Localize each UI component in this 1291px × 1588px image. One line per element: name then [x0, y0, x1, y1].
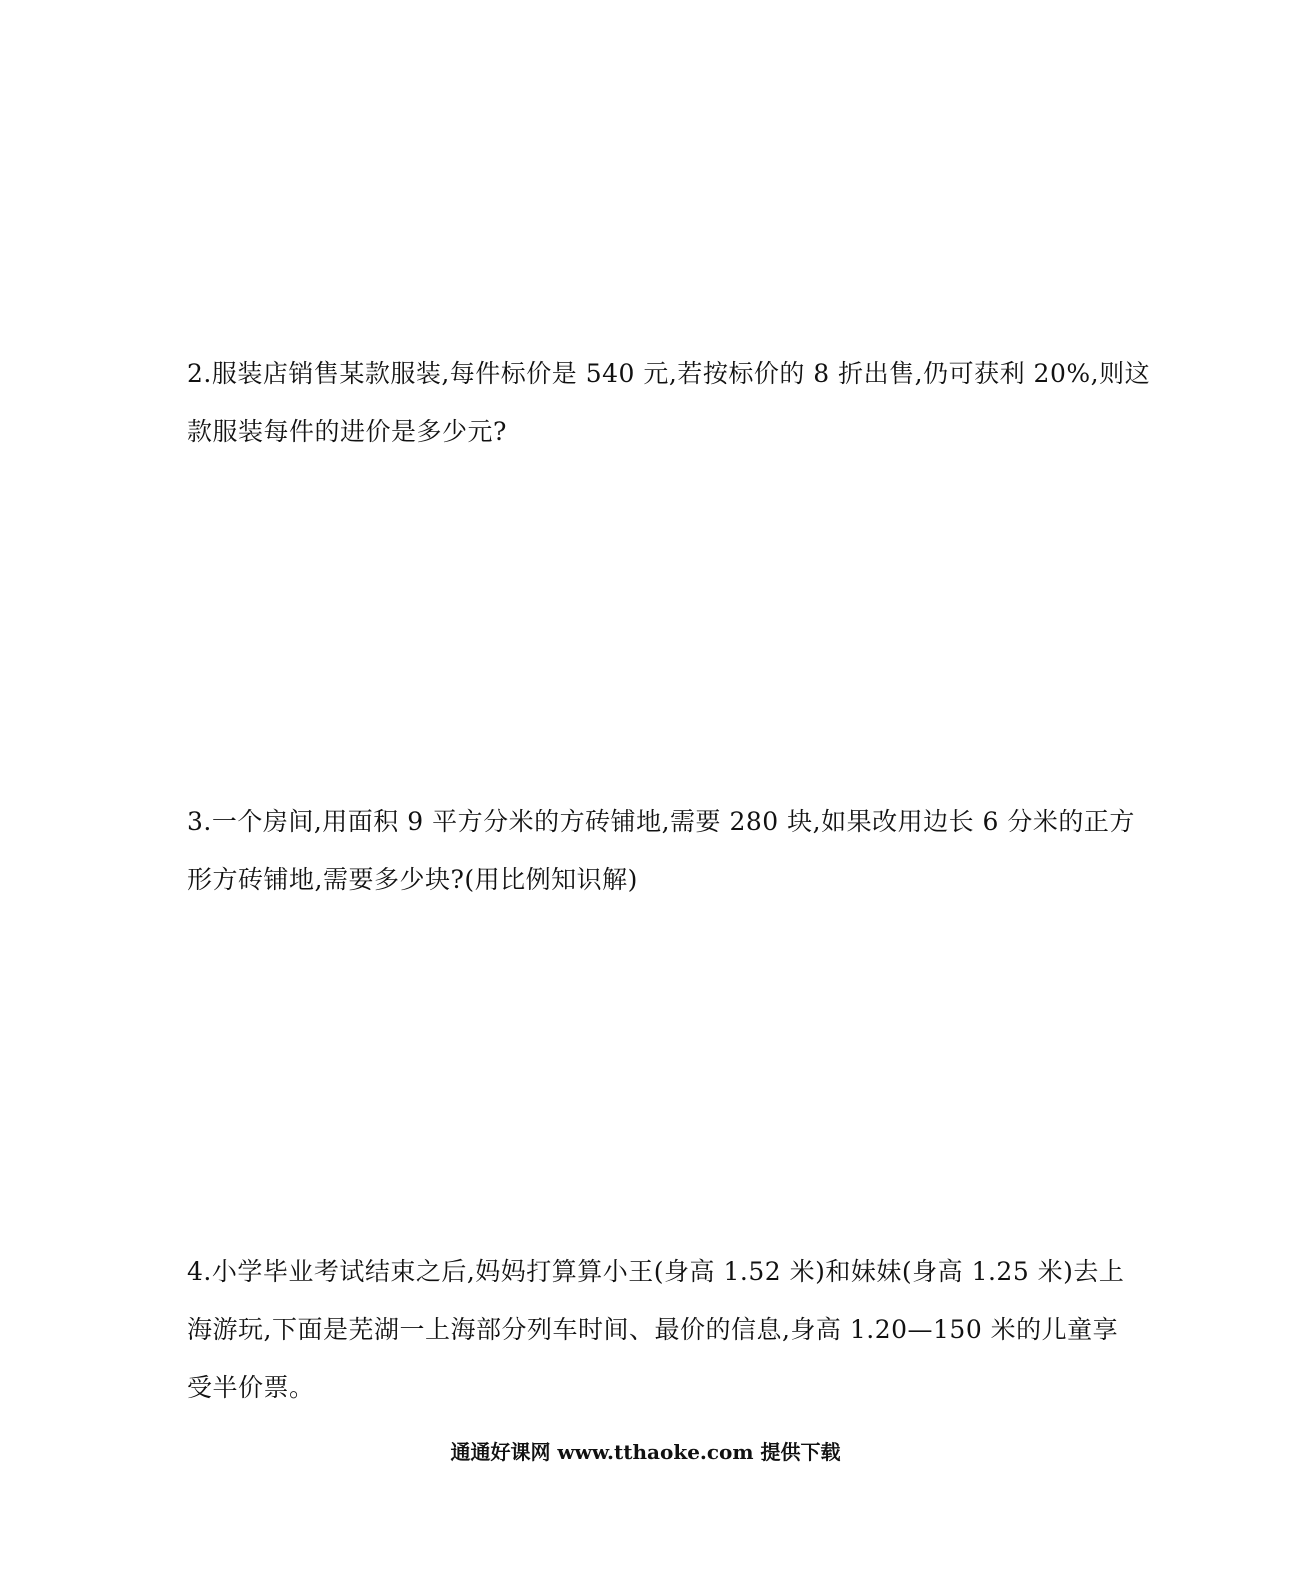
- question-3-line-1: 3.一个房间,用面积 9 平方分米的方砖铺地,需要 280 块,如果改用边长 6 分米的正方: [187, 807, 1135, 836]
- question-4-line-1: 4.小学毕业考试结束之后,妈妈打算算小王(身高 1.52 米)和妹妹(身高 1.25 米)去上: [187, 1257, 1125, 1286]
- question-2-line-2: 款服装每件的进价是多少元?: [187, 417, 507, 446]
- page-footer: 通通好课网 www.tthaoke.com 提供下载: [450, 1440, 841, 1464]
- question-4: [187, 1243, 1125, 1417]
- question-2-line-1: 2.服装店销售某款服装,每件标价是 540 元,若按标价的 8 折出售,仍可获利 20%,则这: [187, 359, 1151, 388]
- question-3-line-2: 形方砖铺地,需要多少块?(用比例知识解): [187, 865, 638, 894]
- question-4-line-3: 受半价票。: [187, 1373, 315, 1402]
- question-2: [187, 345, 1151, 461]
- question-3: [187, 793, 1135, 909]
- question-4-line-2: 海游玩,下面是芜湖一上海部分列车时间、最价的信息,身高 1.20—150 米的儿童享: [187, 1315, 1119, 1344]
